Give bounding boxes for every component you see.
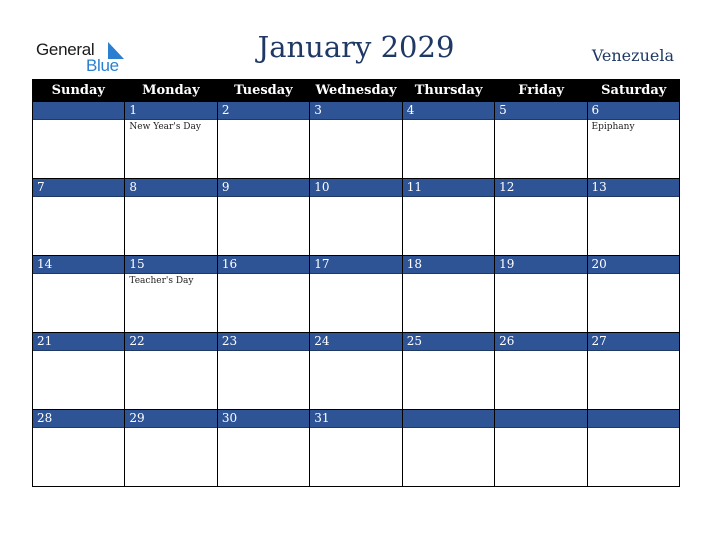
day-cell [32,102,124,179]
holiday-label [588,197,679,199]
holiday-label [495,274,586,276]
day-number: 3 [310,102,401,120]
day-cell [402,102,494,179]
holiday-label [218,274,309,276]
weekday-friday: Friday [518,83,565,98]
day-cell [587,256,680,333]
day-cell [587,102,680,179]
day-number: 2 [218,102,309,120]
day-number: 26 [495,333,586,351]
holiday-label [495,197,586,199]
holiday-label [310,351,401,353]
holiday-label [403,428,494,430]
logo-text-blue: Blue [86,56,119,75]
day-number: 25 [403,333,494,351]
holiday-label [218,351,309,353]
holiday-label [218,197,309,199]
holiday-label [403,120,494,122]
week-row [32,410,680,487]
week-row [32,179,680,256]
holiday-label [125,351,216,353]
day-cell [309,256,401,333]
weekday-thursday: Thursday [414,83,483,98]
holiday-label [310,120,401,122]
day-number: 15 [125,256,216,274]
day-cell [124,333,216,410]
logo-text-general: General [36,40,95,59]
week-row [32,256,680,333]
day-number: 24 [310,333,401,351]
weekday-monday: Monday [142,83,200,98]
day-cell [494,179,586,256]
day-cell [124,256,216,333]
day-number: 13 [588,179,679,197]
day-cell [217,179,309,256]
day-cell [124,179,216,256]
day-number [403,410,494,428]
day-number: 16 [218,256,309,274]
holiday-label [33,120,124,122]
day-cell [124,102,216,179]
holiday-label [403,197,494,199]
day-cell [587,410,680,487]
day-number: 10 [310,179,401,197]
holiday-label [33,351,124,353]
day-cell [32,410,124,487]
holiday-label: Epiphany [591,122,635,132]
day-number: 9 [218,179,309,197]
day-cell [32,179,124,256]
day-cell [309,333,401,410]
week-row [32,102,680,179]
day-number: 29 [125,410,216,428]
day-number: 8 [125,179,216,197]
holiday-label [310,197,401,199]
holiday-label [403,351,494,353]
holiday-label [495,351,586,353]
day-number: 4 [403,102,494,120]
holiday-label [588,351,679,353]
weekday-wednesday: Wednesday [315,83,397,98]
day-cell [494,102,586,179]
day-cell [494,410,586,487]
holiday-label [588,274,679,276]
day-cell [309,102,401,179]
day-cell [309,410,401,487]
day-number: 14 [33,256,124,274]
day-cell [32,333,124,410]
holiday-label [310,428,401,430]
holiday-label [33,274,124,276]
weekday-tuesday: Tuesday [234,83,293,98]
weekday-sunday: Sunday [51,83,105,98]
day-number: 28 [33,410,124,428]
day-number [33,102,124,120]
week-row [32,333,680,410]
holiday-label [310,274,401,276]
day-number: 19 [495,256,586,274]
calendar-grid [32,79,680,486]
day-cell [217,410,309,487]
day-cell [217,333,309,410]
day-number: 31 [310,410,401,428]
day-cell [587,333,680,410]
day-cell [124,410,216,487]
day-cell [587,179,680,256]
day-cell [309,179,401,256]
day-cell [217,102,309,179]
day-number: 1 [125,102,216,120]
day-number: 23 [218,333,309,351]
day-number: 22 [125,333,216,351]
holiday-label: Teacher's Day [129,276,194,286]
day-number [588,410,679,428]
day-number: 7 [33,179,124,197]
day-number [495,410,586,428]
holiday-label [403,274,494,276]
holiday-label [125,428,216,430]
day-number: 30 [218,410,309,428]
day-number: 20 [588,256,679,274]
holiday-label: New Year's Day [129,122,201,132]
day-number: 21 [33,333,124,351]
holiday-label [588,428,679,430]
day-number: 17 [310,256,401,274]
country-name: Venezuela [591,46,674,65]
holiday-label [125,197,216,199]
holiday-label [218,120,309,122]
day-number: 5 [495,102,586,120]
day-number: 6 [588,102,679,120]
day-cell [402,333,494,410]
holiday-label [218,428,309,430]
day-cell [494,333,586,410]
day-cell [32,256,124,333]
holiday-label [33,428,124,430]
holiday-label [33,197,124,199]
day-cell [217,256,309,333]
holiday-label [495,120,586,122]
day-cell [402,410,494,487]
holiday-label [495,428,586,430]
weekday-header [32,79,680,102]
weekday-saturday: Saturday [601,83,667,98]
day-cell [402,179,494,256]
day-cell [494,256,586,333]
weeks-container [32,102,680,487]
day-number: 18 [403,256,494,274]
month-title: January 2029 [257,30,455,64]
day-number: 11 [403,179,494,197]
day-number: 12 [495,179,586,197]
day-cell [402,256,494,333]
day-number: 27 [588,333,679,351]
